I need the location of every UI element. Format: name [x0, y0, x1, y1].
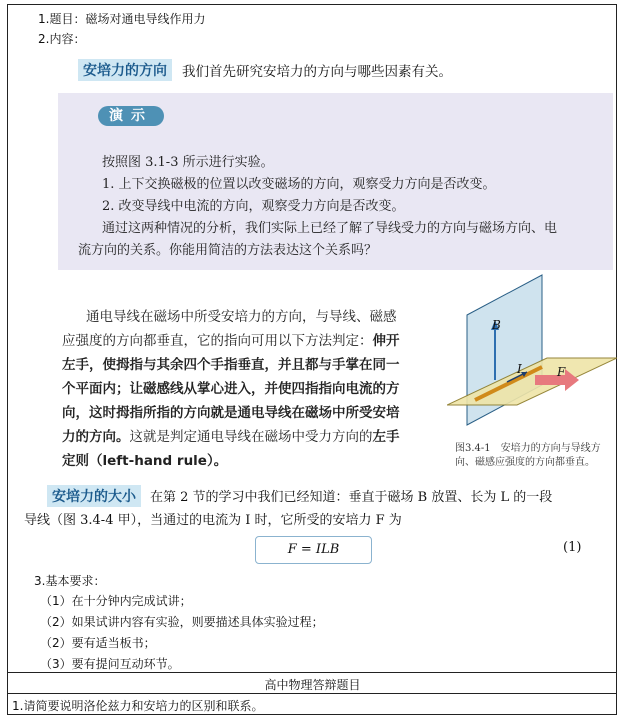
body-line: [62, 425, 400, 445]
requirement-item: （3）要有提问互动环节。: [40, 657, 180, 671]
requirement-item: （1）在十分钟内完成试讲；: [40, 594, 192, 608]
content-label: 2.内容：: [38, 32, 86, 46]
body-bold-text: （left-hand rule）。: [89, 453, 228, 469]
divider: [8, 672, 616, 673]
body-bold-text: 左手，使拇指与其余四个手指垂直，并且都与手掌在同一: [62, 357, 400, 373]
demo-line: 1. 上下交换磁极的位置以改变磁场的方向，观察受力方向是否改变。: [102, 177, 496, 192]
section2-line: 在第 2 节的学习中我们已经知道：垂直于磁场 B 放置、长为 L 的一段: [150, 490, 553, 505]
body-bold-text: 向，这时拇指所指的方向就是通电导线在磁场中所受安培: [62, 405, 400, 421]
body-bold-text: 左手: [372, 429, 400, 445]
label-b: B: [492, 318, 501, 332]
demo-line: 流方向的关系。你能用简洁的方法表达这个关系吗？: [78, 243, 378, 258]
body-bold-text: 伸开: [372, 333, 400, 349]
demo-line: 按照图 3.1-3 所示进行实验。: [102, 155, 274, 170]
ampere-force-figure: [447, 270, 617, 470]
requirements-title: 3.基本要求：: [34, 574, 106, 588]
label-f: F: [557, 365, 566, 379]
demo-badge: 演示: [98, 106, 164, 126]
body-bold-text: 个平面内；让磁感线从掌心进入，并使四指指向电流的方: [62, 381, 400, 397]
body-bold-text: 定则: [62, 453, 89, 469]
footer-question: 1.请简要说明洛伦兹力和安培力的区别和联系。: [12, 699, 264, 713]
body-line: 通电导线在磁场中所受安培力的方向，与导线、磁感: [86, 309, 397, 325]
demo-line: 通过这两种情况的分析，我们实际上已经了解了导线受力的方向与磁场方向、电: [102, 221, 558, 236]
section-intro: 我们首先研究安培力的方向与哪些因素有关。: [182, 64, 452, 80]
body-line: [62, 401, 400, 421]
demo-line: 2. 改变导线中电流的方向，观察受力方向是否改变。: [102, 199, 405, 214]
requirement-item: （2）如果试讲内容有实验，则要描述具体实验过程；: [40, 615, 324, 629]
body-bold-text: 力的方向。: [62, 429, 130, 445]
body-line: [62, 353, 400, 373]
footer-section-title: 高中物理答辩题目: [264, 678, 361, 692]
body-text: 应强度的方向都垂直，它的指向可用以下方法判定：: [62, 333, 373, 349]
section-heading-magnitude: 安培力的大小: [47, 485, 141, 507]
body-line: [62, 377, 400, 397]
equation-number: (1): [563, 540, 582, 555]
body-line: [62, 329, 400, 349]
topic-line: 1.题目：磁场对通电导线作用力: [38, 12, 206, 26]
formula-box: F = ILB: [255, 536, 372, 564]
body-line: [62, 449, 227, 469]
demo-box: [58, 93, 613, 270]
requirement-item: （2）要有适当板书；: [40, 636, 156, 650]
section-heading-direction: 安培力的方向: [78, 59, 172, 81]
divider: [8, 693, 616, 694]
label-i: I: [517, 362, 522, 376]
figure-caption: 图3.4-1 安培力的方向与导线方向、磁感应强度的方向都垂直。: [455, 443, 601, 468]
body-text: 这就是判定通电导线在磁场中受力方向的: [129, 429, 373, 445]
section2-line: 导线（图 3.4-4 甲），当通过的电流为 I 时，它所受的安培力 F 为: [24, 513, 402, 528]
figure-drawing: [447, 270, 617, 470]
